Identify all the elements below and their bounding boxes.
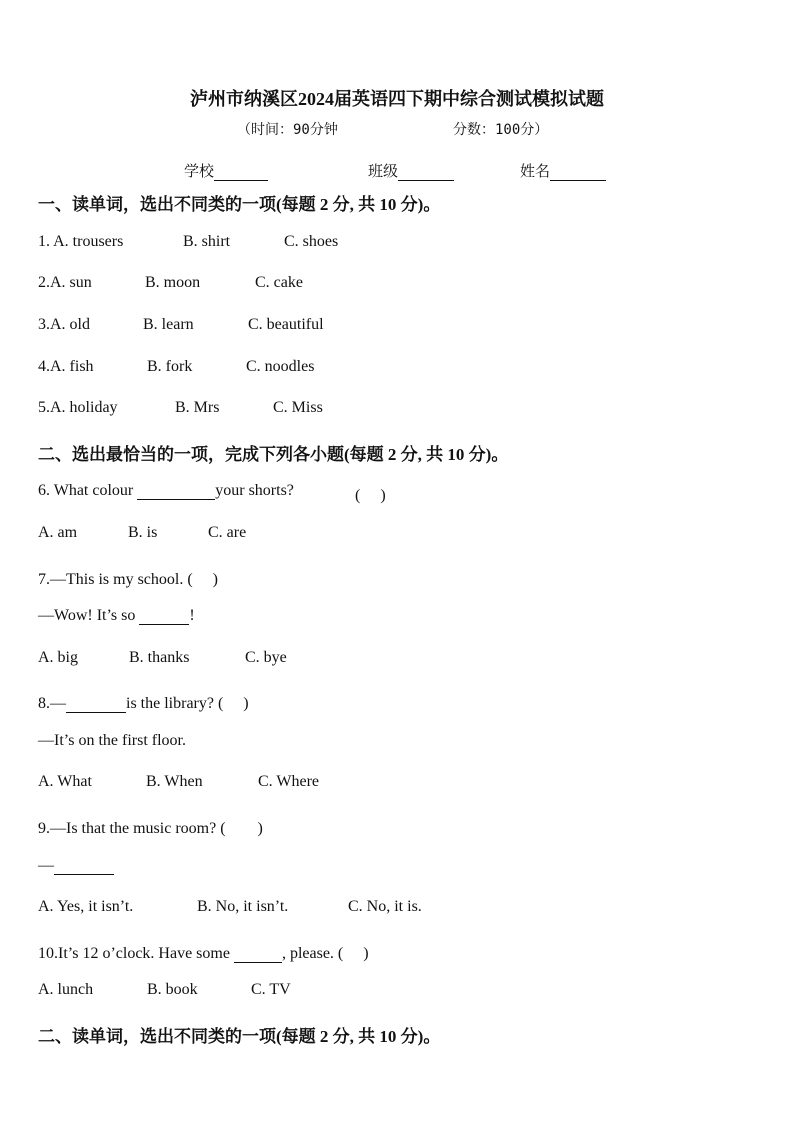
question-7-line2-post: ! xyxy=(189,607,195,624)
question-4-option-c[interactable]: C. noodles xyxy=(246,358,315,375)
question-4-option-a[interactable]: 4.A. fish xyxy=(38,358,94,375)
question-9-line2 xyxy=(38,857,114,875)
question-7-option-b[interactable]: B. thanks xyxy=(129,649,190,666)
question-9-option-a[interactable]: A. Yes, it isn’t. xyxy=(38,898,134,915)
question-8-line1-post: is the library? ( ) xyxy=(126,695,249,712)
question-9-option-b[interactable]: B. No, it isn’t. xyxy=(197,898,289,915)
question-6-option-a[interactable]: A. am xyxy=(38,524,78,541)
question-7-option-c[interactable]: C. bye xyxy=(245,649,287,666)
school-label: 学校 xyxy=(184,164,215,180)
question-8-line2: —It’s on the first floor. xyxy=(38,732,186,749)
question-2-option-a[interactable]: 2.A. sun xyxy=(38,274,92,291)
name-field xyxy=(520,160,606,181)
question-3-option-a[interactable]: 3.A. old xyxy=(38,316,90,333)
class-label: 班级 xyxy=(368,164,399,180)
question-5-option-b[interactable]: B. Mrs xyxy=(175,399,220,416)
question-6-option-c[interactable]: C. are xyxy=(208,524,247,541)
question-8-line1 xyxy=(38,690,249,713)
question-8-blank[interactable] xyxy=(66,712,126,713)
question-7-option-a[interactable]: A. big xyxy=(38,649,78,666)
school-blank[interactable] xyxy=(214,180,268,181)
question-3-option-b[interactable]: B. learn xyxy=(143,316,194,333)
question-8-option-c[interactable]: C. Where xyxy=(258,773,320,790)
question-5-option-a[interactable]: 5.A. holiday xyxy=(38,399,118,416)
class-field xyxy=(368,160,454,181)
question-7-line1: 7.—This is my school. ( ) xyxy=(38,571,218,588)
question-10-option-c[interactable]: C. TV xyxy=(251,981,291,998)
class-blank[interactable] xyxy=(398,180,454,181)
question-2-option-b[interactable]: B. moon xyxy=(145,274,201,291)
question-8-option-b[interactable]: B. When xyxy=(146,773,203,790)
exam-score: 分数：100分） xyxy=(453,122,549,138)
question-5-option-c[interactable]: C. Miss xyxy=(273,399,323,416)
exam-time: （时间：90分钟 xyxy=(237,122,338,138)
question-1-option-a[interactable]: 1. A. trousers xyxy=(38,233,124,250)
section3-heading: 二、读单词，选出不同类的一项(每题 2 分, 共 10 分)。 xyxy=(38,1027,441,1046)
question-7-blank[interactable] xyxy=(139,624,189,625)
question-10-option-b[interactable]: B. book xyxy=(147,981,198,998)
name-label: 姓名 xyxy=(520,164,551,180)
page-title: 泸州市纳溪区2024届英语四下期中综合测试模拟试题 xyxy=(190,89,604,109)
section2-heading: 二、选出最恰当的一项，完成下列各小题(每题 2 分, 共 10 分)。 xyxy=(38,445,509,464)
question-9-blank[interactable] xyxy=(54,874,114,875)
question-4-option-b[interactable]: B. fork xyxy=(147,358,193,375)
question-10-stem-post: , please. ( ) xyxy=(281,945,369,962)
question-8-option-a[interactable]: A. What xyxy=(38,773,92,790)
question-3-option-c[interactable]: C. beautiful xyxy=(248,316,324,333)
name-blank[interactable] xyxy=(550,180,606,181)
question-6-option-b[interactable]: B. is xyxy=(128,524,158,541)
question-6-stem-post: your shorts? xyxy=(215,482,294,499)
question-7-line2 xyxy=(38,607,195,625)
section1-heading: 一、读单词，选出不同类的一项(每题 2 分, 共 10 分)。 xyxy=(38,195,441,214)
question-2-option-c[interactable]: C. cake xyxy=(255,274,303,291)
question-9-option-c[interactable]: C. No, it is. xyxy=(348,898,422,915)
question-7-line2-pre: —Wow! It’s so xyxy=(38,607,140,624)
question-9-line2-pre: — xyxy=(38,857,54,874)
question-6-blank[interactable] xyxy=(137,499,215,500)
question-6-answer-paren[interactable]: ( ) xyxy=(355,487,386,504)
question-1-option-c[interactable]: C. shoes xyxy=(284,233,339,250)
question-6-stem-pre: 6. What colour xyxy=(38,482,138,499)
question-6-stem xyxy=(38,482,294,500)
question-10-stem-pre: 10.It’s 12 o’clock. Have some xyxy=(38,945,234,962)
question-1-option-b[interactable]: B. shirt xyxy=(183,233,231,250)
school-field xyxy=(184,160,268,181)
question-10-option-a[interactable]: A. lunch xyxy=(38,981,94,998)
question-8-line1-pre: 8.— xyxy=(38,695,66,712)
question-9-line1: 9.—Is that the music room? ( ) xyxy=(38,820,263,837)
question-10-stem xyxy=(38,940,369,963)
question-10-blank[interactable] xyxy=(234,962,282,963)
